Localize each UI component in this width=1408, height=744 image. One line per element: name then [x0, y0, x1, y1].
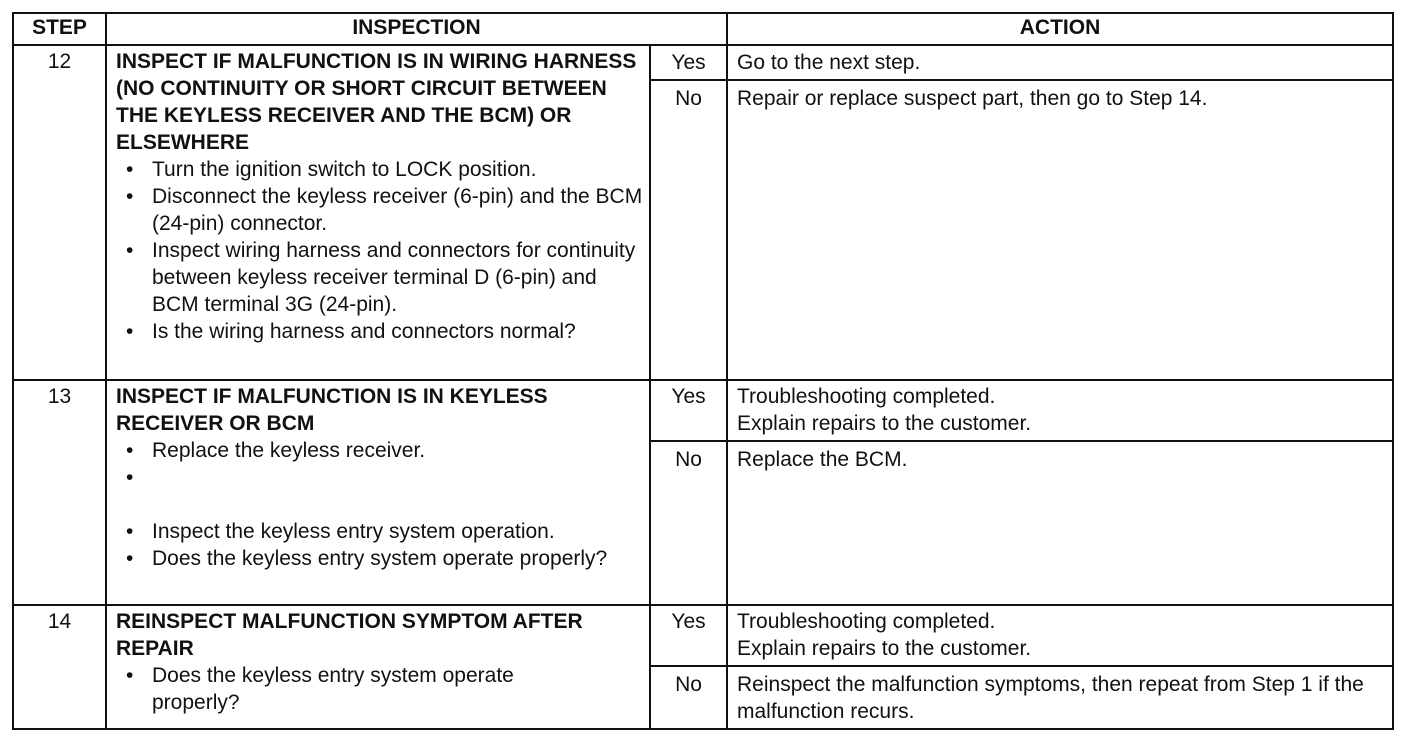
rule-row-12-bottom — [12, 379, 1394, 381]
bullet-item: • Disconnect the keyless receiver (6-pin) and the BCM (24-pin) connector. — [116, 183, 646, 237]
rule-row-13-bottom — [12, 604, 1394, 606]
inspection-cell — [116, 48, 646, 345]
yes-label: Yes — [671, 385, 706, 408]
bullet-item: • Inspect wiring harness and connectors for continuity between keyless receiver terminal D (6-pin) and BCM terminal 3G (24-pin). — [116, 237, 646, 318]
step-number: 13 — [47, 385, 72, 408]
bullet-spacer — [116, 464, 646, 518]
bullet-item: • Turn the ignition switch to LOCK position. — [116, 156, 646, 183]
inspection-title: INSPECT IF MALFUNCTION IS IN KEYLESS RECEIVER OR BCM — [116, 385, 548, 435]
inspection-cell — [116, 383, 646, 572]
rule-12-yes-no — [650, 79, 1394, 81]
no-action: Repair or replace suspect part, then go to Step 14. — [737, 87, 1208, 110]
yes-label: Yes — [671, 610, 706, 633]
bullet-item: • Replace the keyless receiver. — [116, 437, 646, 464]
no-label: No — [675, 87, 702, 110]
no-label: No — [675, 673, 702, 696]
inspection-bullets — [116, 662, 646, 716]
step-number: 12 — [47, 50, 72, 73]
yes-label: Yes — [671, 51, 706, 74]
yes-action — [737, 608, 1387, 662]
yes-action: Go to the next step. — [737, 51, 921, 74]
inspection-cell — [116, 608, 646, 716]
rule-header-bottom — [12, 44, 1394, 46]
yes-action — [737, 383, 1387, 437]
header-inspection: INSPECTION — [352, 16, 481, 39]
yes-action-line: Troubleshooting completed. — [737, 385, 996, 408]
yes-action-line: Explain repairs to the customer. — [737, 637, 1032, 660]
rule-right — [1392, 12, 1394, 730]
rule-14-yes-no — [650, 665, 1394, 667]
inspection-title: INSPECT IF MALFUNCTION IS IN WIRING HARNESS (NO CONTINUITY OR SHORT CIRCUIT BETWEEN THE KEYLESS RECEIVER AND THE BCM) OR ELSEWHERE — [116, 50, 637, 154]
yes-action-line: Troubleshooting completed. — [737, 610, 996, 633]
rule-action-col — [726, 12, 728, 730]
bullet-item: • Does the keyless entry system operate properly? — [116, 545, 646, 572]
rule-bottom — [12, 728, 1394, 730]
bullet-item: • Inspect the keyless entry system operation. — [116, 518, 646, 545]
bullet-item: • Is the wiring harness and connectors normal? — [116, 318, 646, 345]
bullet-item: • Does the keyless entry system operate properly? — [116, 662, 582, 716]
step-number: 14 — [47, 610, 72, 633]
no-action: Reinspect the malfunction symptoms, then repeat from Step 1 if the malfunction recurs. — [737, 673, 1364, 723]
inspection-bullets — [116, 437, 646, 572]
header-step: STEP — [32, 16, 87, 39]
inspection-bullets — [116, 156, 646, 345]
rule-13-yes-no — [650, 440, 1394, 442]
inspection-title: REINSPECT MALFUNCTION SYMPTOM AFTER REPAIR — [116, 610, 583, 660]
rule-step-col — [105, 12, 107, 730]
yes-action-line: Explain repairs to the customer. — [737, 412, 1032, 435]
no-action: Replace the BCM. — [737, 448, 908, 471]
no-label: No — [675, 448, 702, 471]
header-action: ACTION — [1019, 16, 1101, 39]
